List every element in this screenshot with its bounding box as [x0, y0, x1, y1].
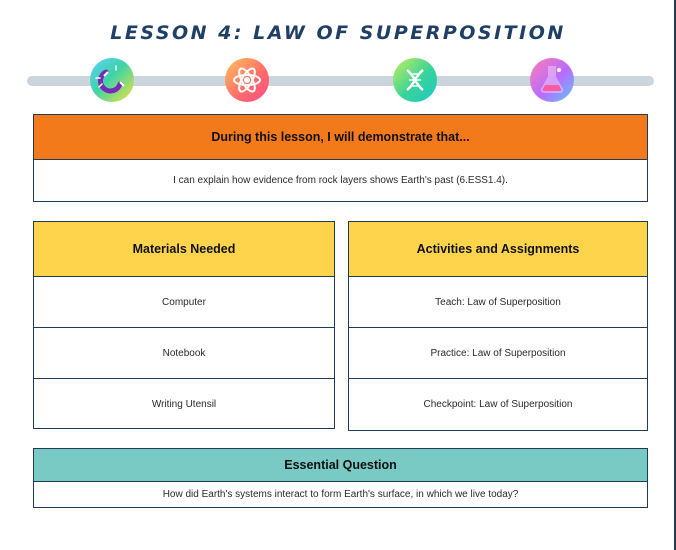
activity-item[interactable]: Practice: Law of Superposition [349, 327, 647, 378]
atom-icon [225, 58, 269, 102]
activity-item[interactable]: Teach: Law of Superposition [349, 276, 647, 327]
materials-heading: Materials Needed [34, 222, 334, 276]
materials-item: Writing Utensil [34, 378, 334, 429]
objective-heading: During this lesson, I will demonstrate that... [34, 115, 647, 159]
materials-item: Notebook [34, 327, 334, 378]
magnet-icon [90, 58, 134, 102]
objective-text: I can explain how evidence from rock layers shows Earth's past (6.ESS1.4). [34, 159, 647, 200]
essential-question-heading: Essential Question [34, 449, 647, 481]
activity-item[interactable]: Checkpoint: Law of Superposition [349, 378, 647, 429]
flask-icon [530, 58, 574, 102]
materials-item: Computer [34, 276, 334, 327]
activities-box [348, 221, 648, 431]
essential-question-text: How did Earth's systems interact to form Earth's surface, in which we live today? [34, 481, 647, 506]
dna-icon [393, 58, 437, 102]
lesson-title: LESSON 4: LAW OF SUPERPOSITION [110, 22, 566, 44]
objective-box [33, 114, 648, 202]
activities-heading: Activities and Assignments [349, 222, 647, 276]
essential-question-box [33, 448, 648, 508]
materials-box [33, 221, 335, 429]
